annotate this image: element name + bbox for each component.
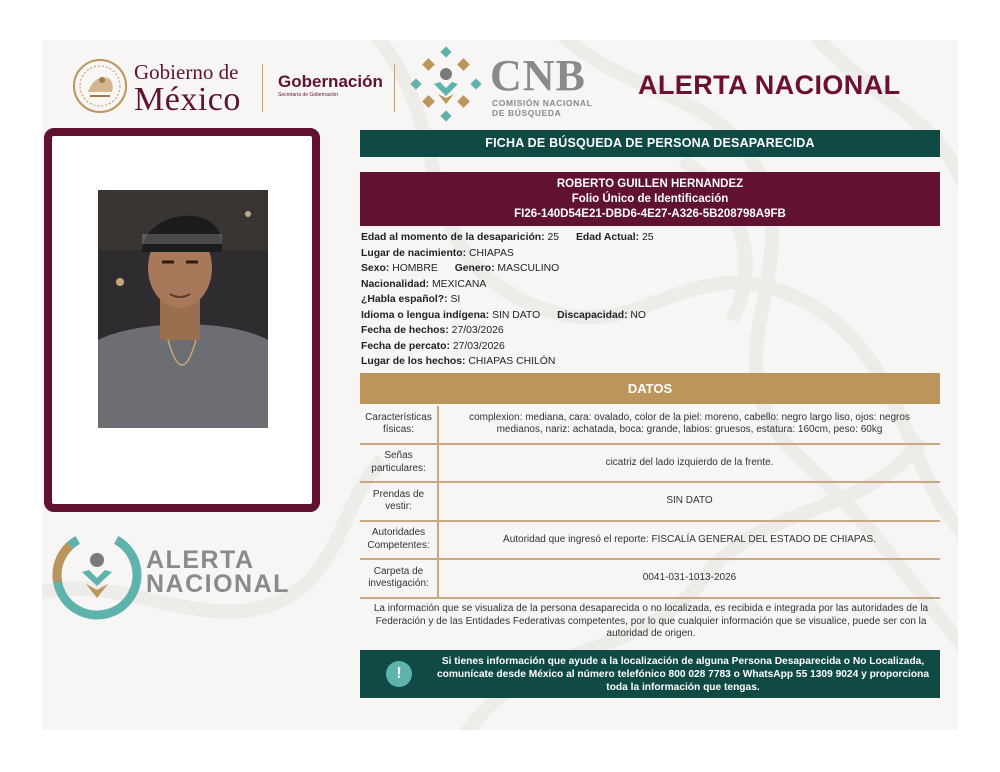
edad-actual-value: 25	[641, 232, 654, 243]
edad-actual-label: Edad Actual:	[575, 232, 640, 243]
table-row	[360, 406, 940, 445]
fecha-hechos-value: 27/03/2026	[451, 325, 504, 336]
habla-espanol-value: SI	[450, 294, 461, 305]
missing-person-photo	[98, 190, 268, 428]
person-name: ROBERTO GUILLEN HERNANDEZ	[556, 178, 744, 190]
table-row	[360, 560, 940, 599]
lugar-hechos-value: CHIAPAS CHILÓN	[468, 356, 556, 367]
alerta-nacional-heading: ALERTA NACIONAL	[638, 70, 901, 100]
gobierno-line1: Gobierno de	[134, 60, 239, 84]
fecha-percato-label: Fecha de percato:	[361, 340, 450, 352]
idioma-label: Idioma o lengua indígena:	[361, 309, 490, 321]
fecha-percato-value: 27/03/2026	[452, 340, 505, 352]
info-row	[361, 248, 941, 264]
gobierno-line2: México	[134, 81, 241, 118]
folio-value: FI26-140D54E21-DBD6-4E27-A326-5B208798A9FB	[514, 208, 786, 220]
gobierno-de-mexico-logo	[134, 62, 241, 117]
nacionalidad-value: MEXICANA	[432, 278, 487, 290]
row-value: complexion: mediana, cara: ovalado, color de la piel: moreno, cabello: negro largo liso, ojos: negros medianos, nariz: achatada, boca: grande, labios: gruesos, estatura: 160cm, peso: 60kg	[469, 411, 910, 436]
row-label: Autoridades Competentes:	[360, 522, 439, 559]
info-row	[361, 232, 941, 248]
lugar-hechos-label: Lugar de los hechos:	[361, 356, 466, 367]
national-seal-icon	[72, 58, 128, 114]
habla-espanol-label: ¿Habla español?:	[361, 294, 448, 305]
table-row	[360, 483, 940, 522]
alerta-logo-line2: NACIONAL	[146, 570, 290, 598]
discapacidad-label: Discapacidad:	[557, 309, 628, 321]
info-row	[361, 325, 941, 341]
disclaimer-text: La información que se visualiza de la persona desaparecida o no localizada, es recibida e integrada por las autoridades de la Federación y de las Entidades Federativas competentes, por lo que cualquier información que se visualice, puede ser con la autoridad de origen.	[373, 603, 929, 639]
datos-section-title: DATOS	[360, 373, 940, 404]
table-row	[360, 522, 940, 561]
row-label: Señas particulares:	[360, 445, 439, 482]
contact-text: Si tienes información que ayude a la localización de alguna Persona Desaparecida o No Localizada, comunícate desde México al número telefónico 800 028 7783 o WhatsApp 55 1309 9024 y proporciona toda la información que tengas.	[436, 656, 929, 693]
header-divider	[262, 64, 263, 112]
header	[42, 40, 958, 130]
row-value: cicatriz del lado izquierdo de la frente.	[605, 456, 774, 468]
person-info-list	[361, 232, 941, 372]
nacionalidad-label: Nacionalidad:	[361, 278, 430, 290]
lugar-nacimiento-value: CHIAPAS	[468, 247, 514, 259]
datos-table	[360, 406, 940, 599]
alerta-logo-line1: ALERTA	[146, 546, 255, 574]
genero-value: MASCULINO	[497, 263, 560, 274]
lugar-nacimiento-label: Lugar de nacimiento:	[361, 247, 467, 259]
cnb-subtitle-line1: COMISIÓN NACIONAL	[492, 98, 593, 108]
person-identity-box	[360, 172, 940, 226]
discapacidad-value: NO	[630, 309, 647, 321]
cnb-title: CNB	[490, 51, 586, 100]
row-value: Autoridad que ingresó el reporte: FISCALÍA GENERAL DEL ESTADO DE CHIAPAS.	[503, 533, 876, 545]
alerta-nacional-logo-text	[146, 548, 290, 596]
row-value: 0041-031-1013-2026	[642, 572, 737, 583]
cnb-subtitle	[492, 98, 592, 118]
ficha-title-bar: FICHA DE BÚSQUEDA DE PERSONA DESAPARECIDA	[360, 130, 940, 157]
row-label: Carpeta de investigación:	[360, 560, 439, 597]
cnb-subtitle-line2: DE BÚSQUEDA	[492, 108, 562, 118]
photo-card	[44, 128, 320, 512]
info-row	[361, 341, 941, 357]
search-record-sheet	[42, 40, 958, 730]
sexo-label: Sexo:	[361, 263, 390, 274]
cnb-emblem-icon	[410, 46, 482, 122]
contact-info-bar	[360, 650, 940, 698]
info-row	[361, 279, 941, 295]
edad-desaparicion-value: 25	[547, 232, 560, 243]
info-row	[361, 294, 941, 310]
alert-exclamation-icon: !	[386, 661, 412, 687]
edad-desaparicion-label: Edad al momento de la desaparición:	[361, 232, 545, 243]
genero-label: Genero:	[454, 263, 495, 274]
folio-label: Folio Único de Identificación	[571, 193, 729, 205]
info-row	[361, 263, 941, 279]
row-value: SIN DATO	[666, 495, 713, 506]
row-label: Prendas de vestir:	[360, 483, 439, 520]
info-row	[361, 356, 941, 372]
sexo-value: HOMBRE	[392, 263, 438, 274]
info-row	[361, 310, 941, 326]
header-divider	[394, 64, 395, 112]
gobernacion-logo: Gobernación	[278, 72, 383, 91]
row-label: Características físicas:	[360, 406, 439, 443]
gobernacion-subtitle: Secretaría de Gobernación	[278, 92, 339, 98]
alerta-nacional-logo-icon	[52, 530, 142, 620]
table-row	[360, 445, 940, 484]
fecha-hechos-label: Fecha de hechos:	[361, 325, 449, 336]
idioma-value: SIN DATO	[492, 309, 541, 321]
